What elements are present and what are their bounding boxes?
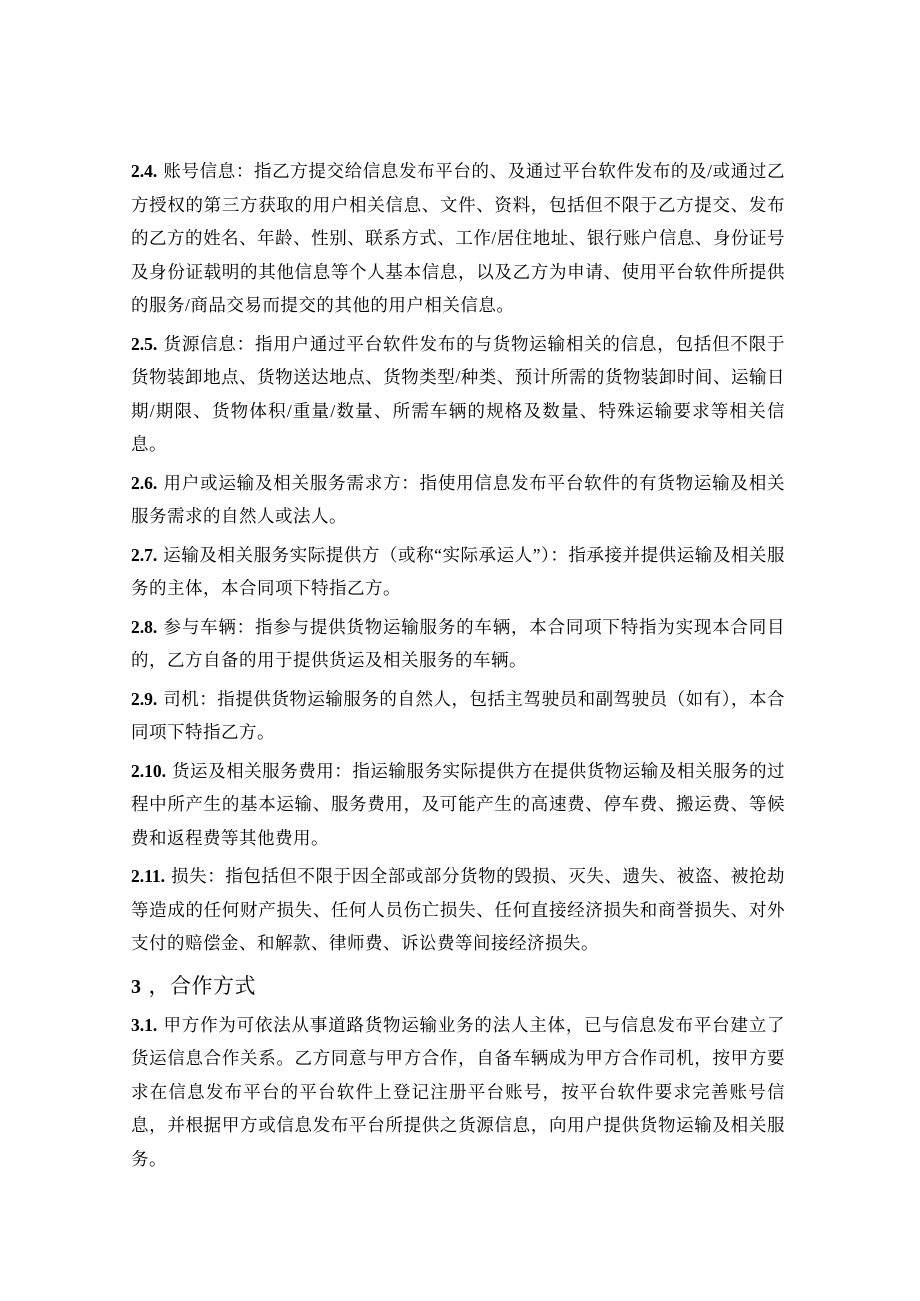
clause-2-7-number: 2.7. [131,544,158,565]
clause-2-9-text: 司机：指提供货物运输服务的自然人，包括主驾驶员和副驾驶员（如有），本合同项下特指乙方。 [131,688,785,742]
clause-2-5 [131,328,785,462]
clause-2-4-text: 账号信息：指乙方提交给信息发布平台的、及通过平台软件发布的及/或通过乙方授权的第三方获取的用户相关信息、文件、资料，包括但不限于乙方提交、发布的乙方的姓名、年龄、性别、联系方式、工作/居住地址、银行账户信息、身份证号及身份证载明的其他信息等个人基本信息，以及乙方为申请、使用平台软件所提供的服务/商品交易而提交的其他的用户相关信息。 [131,161,785,315]
clause-2-11-text: 损失：指包括但不限于因全部或部分货物的毁损、灭失、遗失、被盗、被抢劫等造成的任何财产损失、任何人员伤亡损失、任何直接经济损失和商誉损失、对外支付的赔偿金、和解款、律师费、诉讼费等间接经济损失。 [131,866,785,953]
clause-2-8-number: 2.8. [131,616,158,637]
clause-2-11 [131,860,785,961]
clause-2-10-text: 货运及相关服务费用：指运输服务实际提供方在提供货物运输及相关服务的过程中所产生的基本运输、服务费用，及可能产生的高速费、停车费、搬运费、等候费和返程费等其他费用。 [131,760,785,848]
section-3-number: 3 [131,975,142,998]
section-3-title: ，合作方式 [148,973,256,998]
clause-3-1-text: 甲方作为可依法从事道路货物运输业务的法人主体，已与信息发布平台建立了货运信息合作关系。乙方同意与甲方合作，自备车辆成为甲方合作司机，按甲方要求在信息发布平台的平台软件上登记注册平台账号，按平台软件要求完善账号信息，并根据甲方或信息发布平台所提供之货源信息，向用户提供货物运输及相关服务。 [131,1014,785,1169]
clause-2-9 [131,683,785,750]
clause-2-6-text: 用户或运输及相关服务需求方：指使用信息发布平台软件的有货物运输及相关服务需求的自然人或法人。 [131,472,785,526]
clause-2-6 [131,467,785,534]
clause-2-5-text: 货源信息：指用户通过平台软件发布的与货物运输相关的信息，包括但不限于货物装卸地点、货物送达地点、货物类型/种类、预计所需的货物装卸时间、运输日期/期限、货物体积/重量/数量、所需车辆的规格及数量、特殊运输要求等相关信息。 [131,333,785,454]
section-3-heading [131,966,785,1007]
clause-3-1-number: 3.1. [131,1014,158,1035]
clause-2-4-number: 2.4. [131,161,158,181]
clause-2-11-number: 2.11. [131,866,166,886]
clause-2-4 [131,155,785,323]
clause-2-7-text: 运输及相关服务实际提供方（或称“实际承运人”）：指承接并提供运输及相关服务的主体，本合同项下特指乙方。 [131,544,785,598]
clause-2-9-number: 2.9. [131,688,158,709]
clause-2-5-number: 2.5. [131,333,158,354]
clause-3-1 [131,1009,785,1177]
clause-2-8-text: 参与车辆：指参与提供货物运输服务的车辆，本合同项下特指为实现本合同目的，乙方自备的用于提供货运及相关服务的车辆。 [131,616,785,670]
clause-2-10-number: 2.10. [131,760,166,781]
clause-2-6-number: 2.6. [131,472,158,493]
clause-2-7 [131,539,785,606]
clause-2-10 [131,755,785,856]
clause-2-8 [131,611,785,678]
